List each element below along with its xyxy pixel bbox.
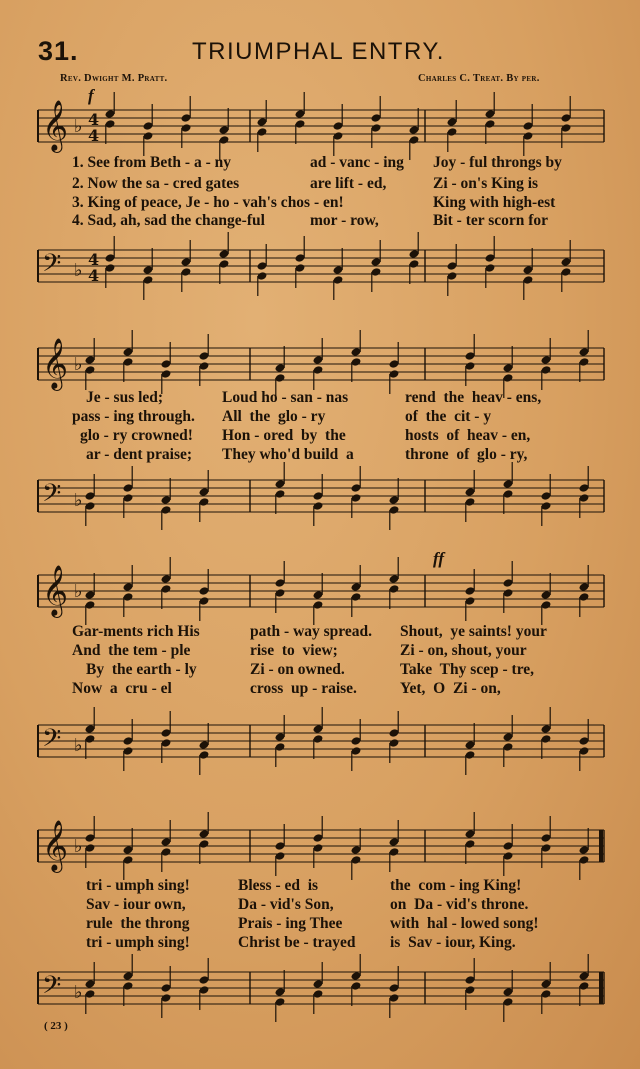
verse-3-line-2: glo - ry crowned! Hon - ored by the hosts of heav - en, xyxy=(80,427,531,444)
verse-1-line-2: Je - sus led; Loud ho - san - nas rend the heav - ens, xyxy=(86,389,542,406)
treble-clef-icon: 𝄞 xyxy=(42,820,69,871)
verse-2-line-4: Sav - iour own, Da - vid's Son, on Da - vid's throne. xyxy=(86,896,529,913)
verse-3-line-1: 3. King of peace, Je - ho - vah's chos - en! King with high-est xyxy=(72,194,556,211)
time-signature-bottom: 4 xyxy=(88,266,100,285)
bass-staff-2 xyxy=(0,470,640,530)
hymn-number: 31. xyxy=(38,36,79,66)
final-bar-line xyxy=(599,830,603,862)
verse-4-line-4: tri - umph sing! Christ be - trayed is Sav - iour, King. xyxy=(86,934,516,951)
hymn-title: TRIUMPHAL ENTRY. xyxy=(192,38,445,65)
flat-key-signature-icon: ♭ xyxy=(74,116,83,137)
treble-staff-1 xyxy=(0,100,640,160)
flat-key-signature-icon: ♭ xyxy=(74,581,83,602)
verse-2-line-3: And the tem - ple rise to view; Zi - on, shout, your xyxy=(72,642,527,659)
verse-1-line-1: 1. See from Beth - a - ny ad - vanc - ing Joy - ful throngs by xyxy=(72,154,562,171)
bass-clef-icon: 𝄢 xyxy=(42,971,62,1006)
verse-3-line-3: By the earth - ly Zi - on owned. Take Thy scep - tre, xyxy=(86,661,535,678)
flat-key-signature-icon: ♭ xyxy=(74,490,83,511)
bass-staff-3 xyxy=(0,715,640,775)
verse-4-line-2: ar - dent praise; They who'd build a throne of glo - ry, xyxy=(86,446,528,463)
flat-key-signature-icon: ♭ xyxy=(74,982,83,1003)
flat-key-signature-icon: ♭ xyxy=(74,836,83,857)
bass-clef-icon: 𝄢 xyxy=(42,479,62,514)
verse-2-line-2: pass - ing through. All the glo - ry of the cit - y xyxy=(72,408,492,425)
verse-1-line-4: tri - umph sing! Bless - ed is the com - ing King! xyxy=(86,877,522,894)
verse-1-line-3: Gar-ments rich His path - way spread. Shout, ye saints! your xyxy=(72,623,547,640)
time-signature-top: 4 xyxy=(88,110,100,129)
time-signature-top: 4 xyxy=(88,250,100,269)
treble-clef-icon: 𝄞 xyxy=(42,338,69,389)
treble-clef-icon: 𝄞 xyxy=(42,565,69,616)
bass-clef-icon: 𝄢 xyxy=(42,724,62,759)
bass-clef-icon: 𝄢 xyxy=(42,249,62,284)
composer-credit: Charles C. Treat. By per. xyxy=(418,73,540,84)
flat-key-signature-icon: ♭ xyxy=(74,735,83,756)
verse-2-line-1: 2. Now the sa - cred gates are lift - ed, Zi - on's King is xyxy=(72,175,539,192)
verse-3-line-4: rule the throng Prais - ing Thee with hal - lowed song! xyxy=(86,915,539,932)
verse-4-line-1: 4. Sad, ah, sad the change-ful mor - row, Bit - ter scorn for xyxy=(72,212,549,229)
time-signature-bottom: 4 xyxy=(88,126,100,145)
dynamic-forte: f xyxy=(88,86,94,105)
bass-staff-1 xyxy=(0,240,640,300)
verse-4-line-3: Now a cru - el cross up - raise. Yet, O Zi - on, xyxy=(72,680,501,697)
dynamic-fortissimo: ff xyxy=(433,549,445,568)
final-bar-line xyxy=(599,972,603,1004)
treble-staff-3 xyxy=(0,565,640,625)
treble-clef-icon: 𝄞 xyxy=(42,100,69,151)
author-credit: Rev. Dwight M. Pratt. xyxy=(60,73,168,84)
flat-key-signature-icon: ♭ xyxy=(74,260,83,281)
bass-staff-4 xyxy=(0,962,640,1022)
flat-key-signature-icon: ♭ xyxy=(74,354,83,375)
page-number: ( 23 ) xyxy=(44,1020,68,1032)
treble-staff-4 xyxy=(0,820,640,880)
